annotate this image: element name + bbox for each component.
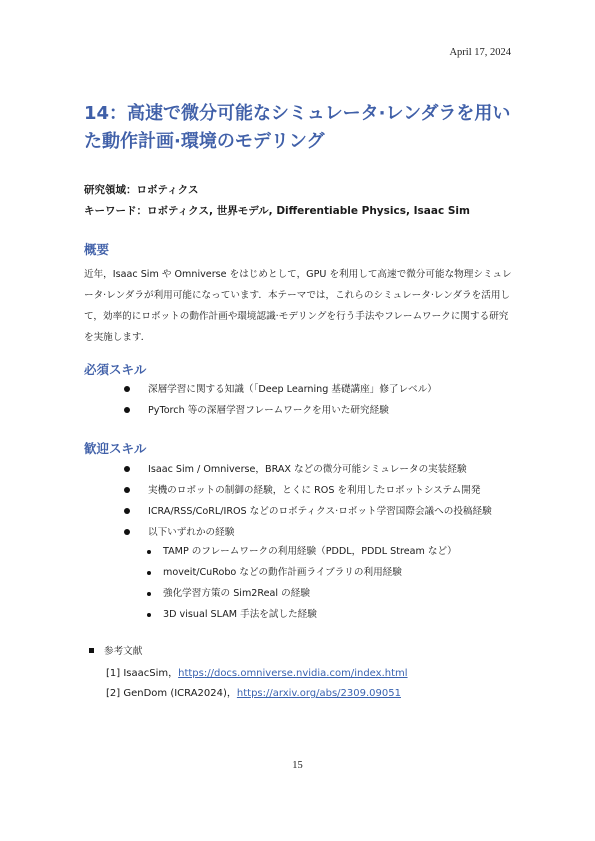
required-skills-list	[124, 379, 437, 421]
research-area: 研究領域：ロボティクス	[84, 184, 199, 196]
reference-label: [1] IsaacSim，	[106, 668, 179, 679]
welcome-skills-list	[124, 459, 492, 543]
welcome-skills-heading: 歓迎スキル	[84, 441, 147, 456]
list-item: 深層学習に関する知識（「Deep Learning 基礎講座」修了レベル）	[124, 379, 437, 400]
square-bullet-icon	[89, 648, 94, 653]
reference-item	[106, 683, 401, 704]
page-number: 15	[292, 760, 303, 771]
list-item: PyTorch 等の深層学習フレームワークを用いた研究経験	[124, 400, 437, 421]
page-title: 14：高速で微分可能なシミュレータ·レンダラを用いた動作計画·環境のモデリング	[84, 103, 511, 152]
reference-label: [2] GenDom (ICRA2024)，	[106, 688, 237, 699]
reference-link[interactable]: https://arxiv.org/abs/2309.09051	[236, 688, 401, 699]
reference-link[interactable]: https://docs.omniverse.nvidia.com/index.html	[178, 668, 408, 679]
list-item: Isaac Sim / Omniverse，BRAX などの微分可能シミュレータの実装経験	[124, 459, 492, 480]
reference-item	[106, 663, 408, 684]
references-label: 参考文献	[104, 646, 143, 657]
welcome-skills-sublist	[147, 541, 457, 625]
list-item: TAMP のフレームワークの利用経験（PDDL，PDDL Stream など）	[147, 541, 457, 562]
overview-text: 近年，Isaac Sim や Omniverse をはじめとして，GPU を利用して高速で微分可能な物理シミュレータ·レンダラが利用可能になっています．本テーマでは，これらのシミュレータ·レンダラを活用して，効率的にロボットの動作計画や環境認識·モデリングを行う手法やフレームワークに関する研究を実施します．	[84, 269, 512, 343]
list-item: moveit/CuRobo などの動作計画ライブラリの利用経験	[147, 562, 457, 583]
list-item: ICRA/RSS/CoRL/IROS などのロボティクス·ロボット学習国際会議への投稿経験	[124, 501, 492, 522]
required-skills-heading: 必須スキル	[84, 362, 147, 377]
list-item: 強化学習方策の Sim2Real の経験	[147, 583, 457, 604]
list-item: 3D visual SLAM 手法を試した経験	[147, 604, 457, 625]
document-date: April 17, 2024	[449, 47, 511, 58]
references-heading	[89, 641, 142, 662]
keywords: キーワード：ロボティクス, 世界モデル, Differentiable Physics, Isaac Sim	[84, 205, 470, 217]
list-item: 以下いずれかの経験	[124, 522, 492, 543]
overview-heading: 概要	[84, 242, 110, 257]
list-item: 実機のロボットの制御の経験，とくに ROS を利用したロボットシステム開発	[124, 480, 492, 501]
